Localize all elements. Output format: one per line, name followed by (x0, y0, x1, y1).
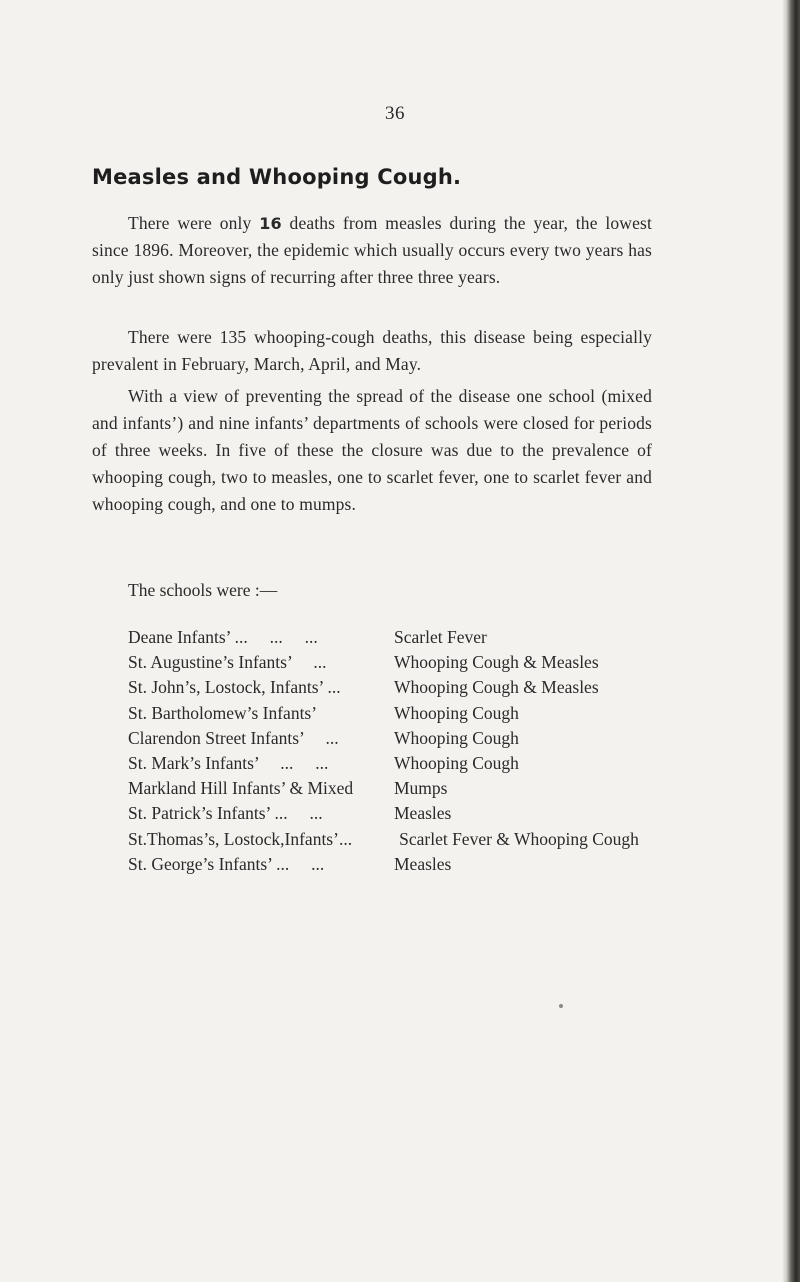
school-name: Markland Hill Infants’ & Mixed (128, 778, 354, 799)
paragraph-measles-deaths (92, 210, 652, 291)
schools-intro: The schools were :— (128, 580, 278, 600)
school-row (128, 675, 688, 700)
school-name: St.Thomas’s, Lostock,Infants’... (128, 828, 353, 849)
school-row (128, 751, 688, 776)
school-name: Deane Infants’ ... ... ... (128, 627, 318, 647)
school-row (128, 650, 688, 675)
paragraph-text: There were 135 whooping-cough deaths, this disease being especially prevalent in February, March, April, and May. (92, 327, 652, 374)
school-row (128, 852, 688, 877)
schools-list (128, 625, 688, 877)
disease-label: Whooping Cough (394, 727, 519, 748)
school-row (128, 827, 688, 852)
school-name: Clarendon Street Infants’ ... (128, 727, 339, 748)
death-count: 16 (259, 214, 282, 233)
school-disease (394, 650, 688, 675)
school-disease (394, 625, 688, 650)
paragraph-whooping-cough-deaths (92, 324, 652, 378)
page-number: 36 (385, 103, 405, 124)
paragraph-text-start: There were only (128, 213, 260, 233)
paper-speck (559, 1004, 563, 1008)
disease-label: Whooping Cough (394, 702, 519, 723)
school-row (128, 625, 688, 650)
school-disease (394, 675, 688, 700)
paragraph-text: With a view of preventing the spread of the disease one school (mixed and infants’) and nine infants’ departments of schools were closed for periods of three weeks. In five of these the closure was due to the prevalence of whooping cough, two to measles, one to scarlet fever, one to scarlet fever and whooping cough, and one to mumps. (92, 386, 652, 514)
school-disease (394, 701, 688, 726)
school-name: St. Mark’s Infants’ ... ... (128, 753, 329, 774)
school-disease (394, 801, 688, 826)
school-disease (394, 751, 688, 776)
disease-label: Whooping Cough & Measles (394, 652, 599, 673)
school-disease (394, 852, 688, 877)
school-name: St. Patrick’s Infants’ ... ... (128, 803, 323, 824)
disease-label: Whooping Cough (394, 753, 519, 774)
school-row (128, 701, 688, 726)
school-row (128, 801, 688, 826)
school-name: St. Augustine’s Infants’ ... (128, 652, 327, 673)
disease-label: Scarlet Fever & Whooping Cough (399, 828, 639, 849)
paragraph-text-end: deaths from measles during the year, the lowest since 1896. Moreover, the epidemic which usually occurs every two years has only just shown signs of recurring after three three years. (92, 213, 652, 287)
school-name: St. John’s, Lostock, Infants’ ... (128, 677, 341, 698)
disease-label: Measles (394, 853, 452, 874)
disease-label: Mumps (394, 778, 448, 799)
school-name: St. George’s Infants’ ... ... (128, 853, 325, 874)
school-disease (394, 827, 688, 852)
paragraph-text (92, 210, 652, 291)
section-heading: Measles and Whooping Cough. (92, 165, 462, 189)
page-binding-edge (786, 0, 800, 1282)
disease-label: Whooping Cough & Measles (394, 677, 599, 698)
school-disease (394, 726, 688, 751)
disease-label: Scarlet Fever (394, 627, 487, 647)
paragraph-school-closures (92, 383, 652, 518)
school-row (128, 726, 688, 751)
disease-label: Measles (394, 803, 452, 824)
school-disease (394, 776, 688, 801)
school-name: St. Bartholomew’s Infants’ (128, 702, 318, 723)
school-row (128, 776, 688, 801)
